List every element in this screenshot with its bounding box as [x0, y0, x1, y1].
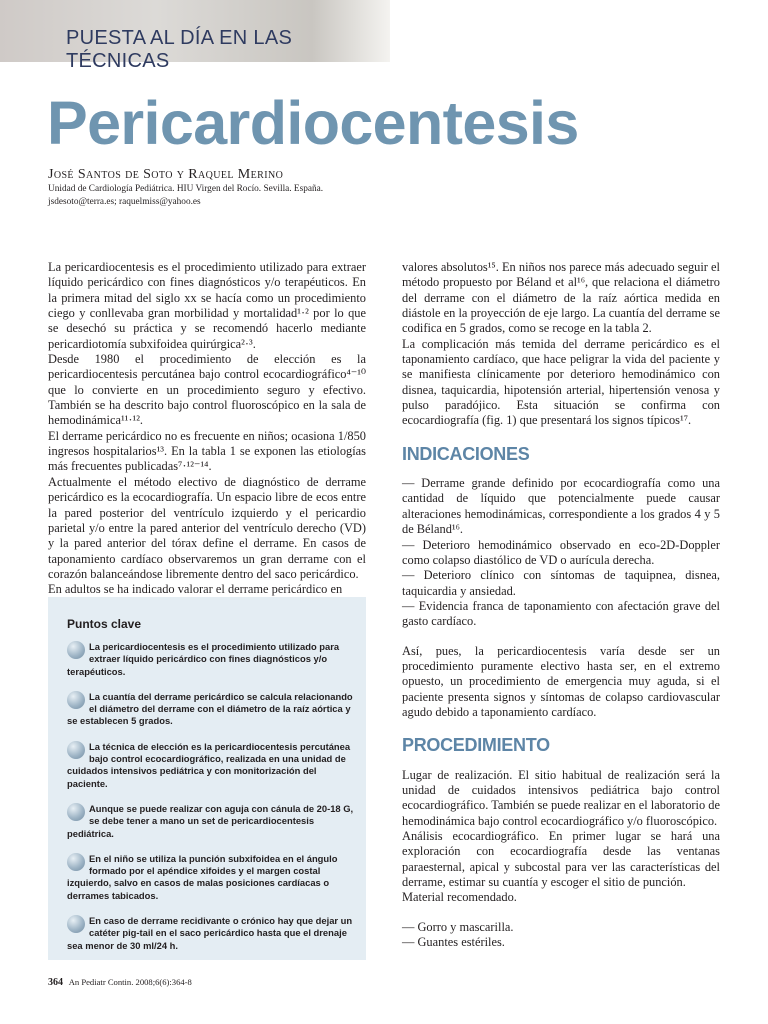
- paragraph: La complicación más temida del derrame pericárdico es el taponamiento cardíaco, que hace peligrar la vida del paciente y se manifiesta clínicamente por deterioro hemodinámico con disnea, taquicardia, hipotensión arterial, hipertensión venosa y pulso paradójico. Esta situación se confirma con ecocardiografía (fig. 1) que presentará los signos típicos¹⁷.: [402, 336, 720, 428]
- bullet-icon: [67, 853, 85, 871]
- left-column: [48, 260, 366, 598]
- key-point: [48, 741, 366, 790]
- page-number: 364: [48, 977, 63, 988]
- indication-item: — Deterioro hemodinámico observado en eco-2D-Doppler como colapso diastólico de VD o aurícula derecha.: [402, 537, 720, 567]
- affiliation: Unidad de Cardiología Pediátrica. HIU Virgen del Rocío. Sevilla. España.: [48, 184, 324, 194]
- bullet-icon: [67, 741, 85, 759]
- section-banner: [0, 0, 390, 72]
- section-label: PUESTA AL DÍA EN LAS TÉCNICAS: [66, 27, 293, 72]
- paragraph: El derrame pericárdico no es frecuente en niños; ocasiona 1/850 ingresos hospitalarios¹³. En la tabla 1 se exponen las etiologías más frecuentes publicadas⁷·¹²⁻¹⁴.: [48, 428, 366, 474]
- paragraph: En adultos se ha indicado valorar el derrame pericárdico en: [48, 582, 343, 597]
- key-point-text: Aunque se puede realizar con aguja con cánula de 20-18 G, se debe tener a mano un set de pericardiocentesis pediátrica.: [67, 802, 354, 839]
- paragraph: Análisis ecocardiográfico. En primer lugar se hará una exploración con ecocardiografía desde las ventanas paraesternal, apical y subcostal para ver las características del derrame, estimar su cuantía y escoger el sitio de punción.: [402, 829, 720, 890]
- indicaciones-heading: INDICACIONES: [402, 443, 530, 464]
- paragraph: Actualmente el método electivo de diagnóstico de derrame pericárdico es la ecocardiografía. Un espacio libre de ecos entre la pared posterior del ventrículo izquierdo y el pericardio parietal y/o entre la pared anterior del ventrículo derecho (VD) y la pared anterior del tórax define el derrame. En casos de taponamiento cardíaco observaremos un gran derrame con el corazón balanceándose libremente dentro del saco pericárdico.: [48, 474, 366, 581]
- page-footer: [48, 977, 192, 988]
- key-point-text: La técnica de elección es la pericardiocentesis percutánea bajo control ecocardiográfico, realizada en una unidad de cuidados intensivos pediátrica y con monitorización del paciente.: [67, 740, 351, 789]
- authors: José Santos de Soto y Raquel Merino: [48, 167, 284, 182]
- key-points-box: [48, 597, 366, 960]
- bullet-icon: [67, 803, 85, 821]
- key-point: [48, 803, 366, 840]
- key-point-text: La cuantía del derrame pericárdico se calcula relacionando el diámetro del derrame con el diámetro de la raíz aórtica y se establecen 5 grados.: [67, 690, 353, 727]
- procedimiento-heading: PROCEDIMIENTO: [402, 735, 550, 756]
- key-points-title: Puntos clave: [67, 617, 142, 631]
- bullet-icon: [67, 915, 85, 933]
- journal-citation: An Pediatr Contin. 2008;6(6):364-8: [68, 977, 192, 987]
- indication-item: — Evidencia franca de taponamiento con afectación grave del gasto cardíaco.: [402, 598, 720, 629]
- key-point: [48, 691, 366, 728]
- paragraph: La pericardiocentesis es el procedimiento utilizado para extraer líquido pericárdico con fines diagnósticos y/o terapéuticos. En la primera mitad del siglo xx se hacía como un procedimiento ciego y conllevaba gran morbilidad y mortalidad¹·² por lo que se desechó su práctica y se recomendó hacerlo mediante pericardiotomía subxifoidea quirúrgica²·³.: [48, 260, 366, 351]
- material-item: — Gorro y mascarilla.: [402, 919, 514, 934]
- indication-item: — Deterioro clínico con síntomas de taquipnea, disnea, taquicardia y ansiedad.: [402, 568, 720, 598]
- key-point-text: En caso de derrame recidivante o crónico hay que dejar un catéter pig-tail en el saco pericárdico hasta que el drenaje sea menor de 30 ml/24 h.: [67, 915, 353, 951]
- key-point-text: La pericardiocentesis es el procedimiento utilizado para extraer líquido pericárdico con fines diagnósticos y/o terapéuticos.: [67, 641, 340, 677]
- paragraph: Material recomendado.: [402, 890, 517, 905]
- key-point: [48, 915, 366, 952]
- key-point: [48, 641, 366, 678]
- material-item: — Guantes estériles.: [402, 935, 505, 950]
- key-points-list: [48, 641, 366, 965]
- paragraph: Así, pues, la pericardiocentesis varía desde ser un procedimiento puramente electivo hasta ser, en el extremo opuesto, un procedimiento de emergencia muy aguda, si el paciente presenta signos y síntomas de colapso cardiovascular agudo debido a taponamiento cardíaco.: [402, 643, 720, 719]
- key-point-text: En el niño se utiliza la punción subxifoidea en el ángulo formado por el apéndice xifoides y el margen costal izquierdo, salvo en casos de malas posiciones cardíacas o derrames tabicados.: [67, 852, 338, 901]
- bullet-icon: [67, 691, 85, 709]
- indication-item: — Derrame grande definido por ecocardiografía como una cantidad de líquido que potencialmente puede causar alteraciones hemodinámicas, correspondiente a los grados 4 y 5 de Béland¹⁶.: [402, 476, 720, 537]
- article-title: Pericardiocentesis: [47, 89, 579, 157]
- key-point: [48, 853, 366, 902]
- paragraph: valores absolutos¹⁵. En niños nos parece más adecuado seguir el método propuesto por Béland et al¹⁶, que relaciona el diámetro del derrame con el diámetro de la raíz aórtica medida en diástole en la proyección de eje largo. La cuantía del derrame se codifica en 5 grados, como se recoge en la tabla 2.: [402, 260, 720, 336]
- paragraph: Desde 1980 el procedimiento de elección es la pericardiocentesis percutánea bajo control ecocardiográfico⁴⁻¹⁰ que lo convierte en un procedimiento seguro y efectivo. También se ha descrito bajo control fluoroscópico en la sala de hemodinámica¹¹·¹².: [48, 352, 366, 428]
- right-column: [402, 260, 720, 950]
- paragraph: Lugar de realización. El sitio habitual de realización será la unidad de cuidados intensivos pediátrica bajo control ecocardiográfico. También se puede realizar en el laboratorio de hemodinámica bajo control ecocardiográfico y/o fluoroscópico.: [402, 767, 720, 828]
- author-emails: jsdesoto@terra.es; raquelmiss@yahoo.es: [48, 197, 201, 207]
- bullet-icon: [67, 641, 85, 659]
